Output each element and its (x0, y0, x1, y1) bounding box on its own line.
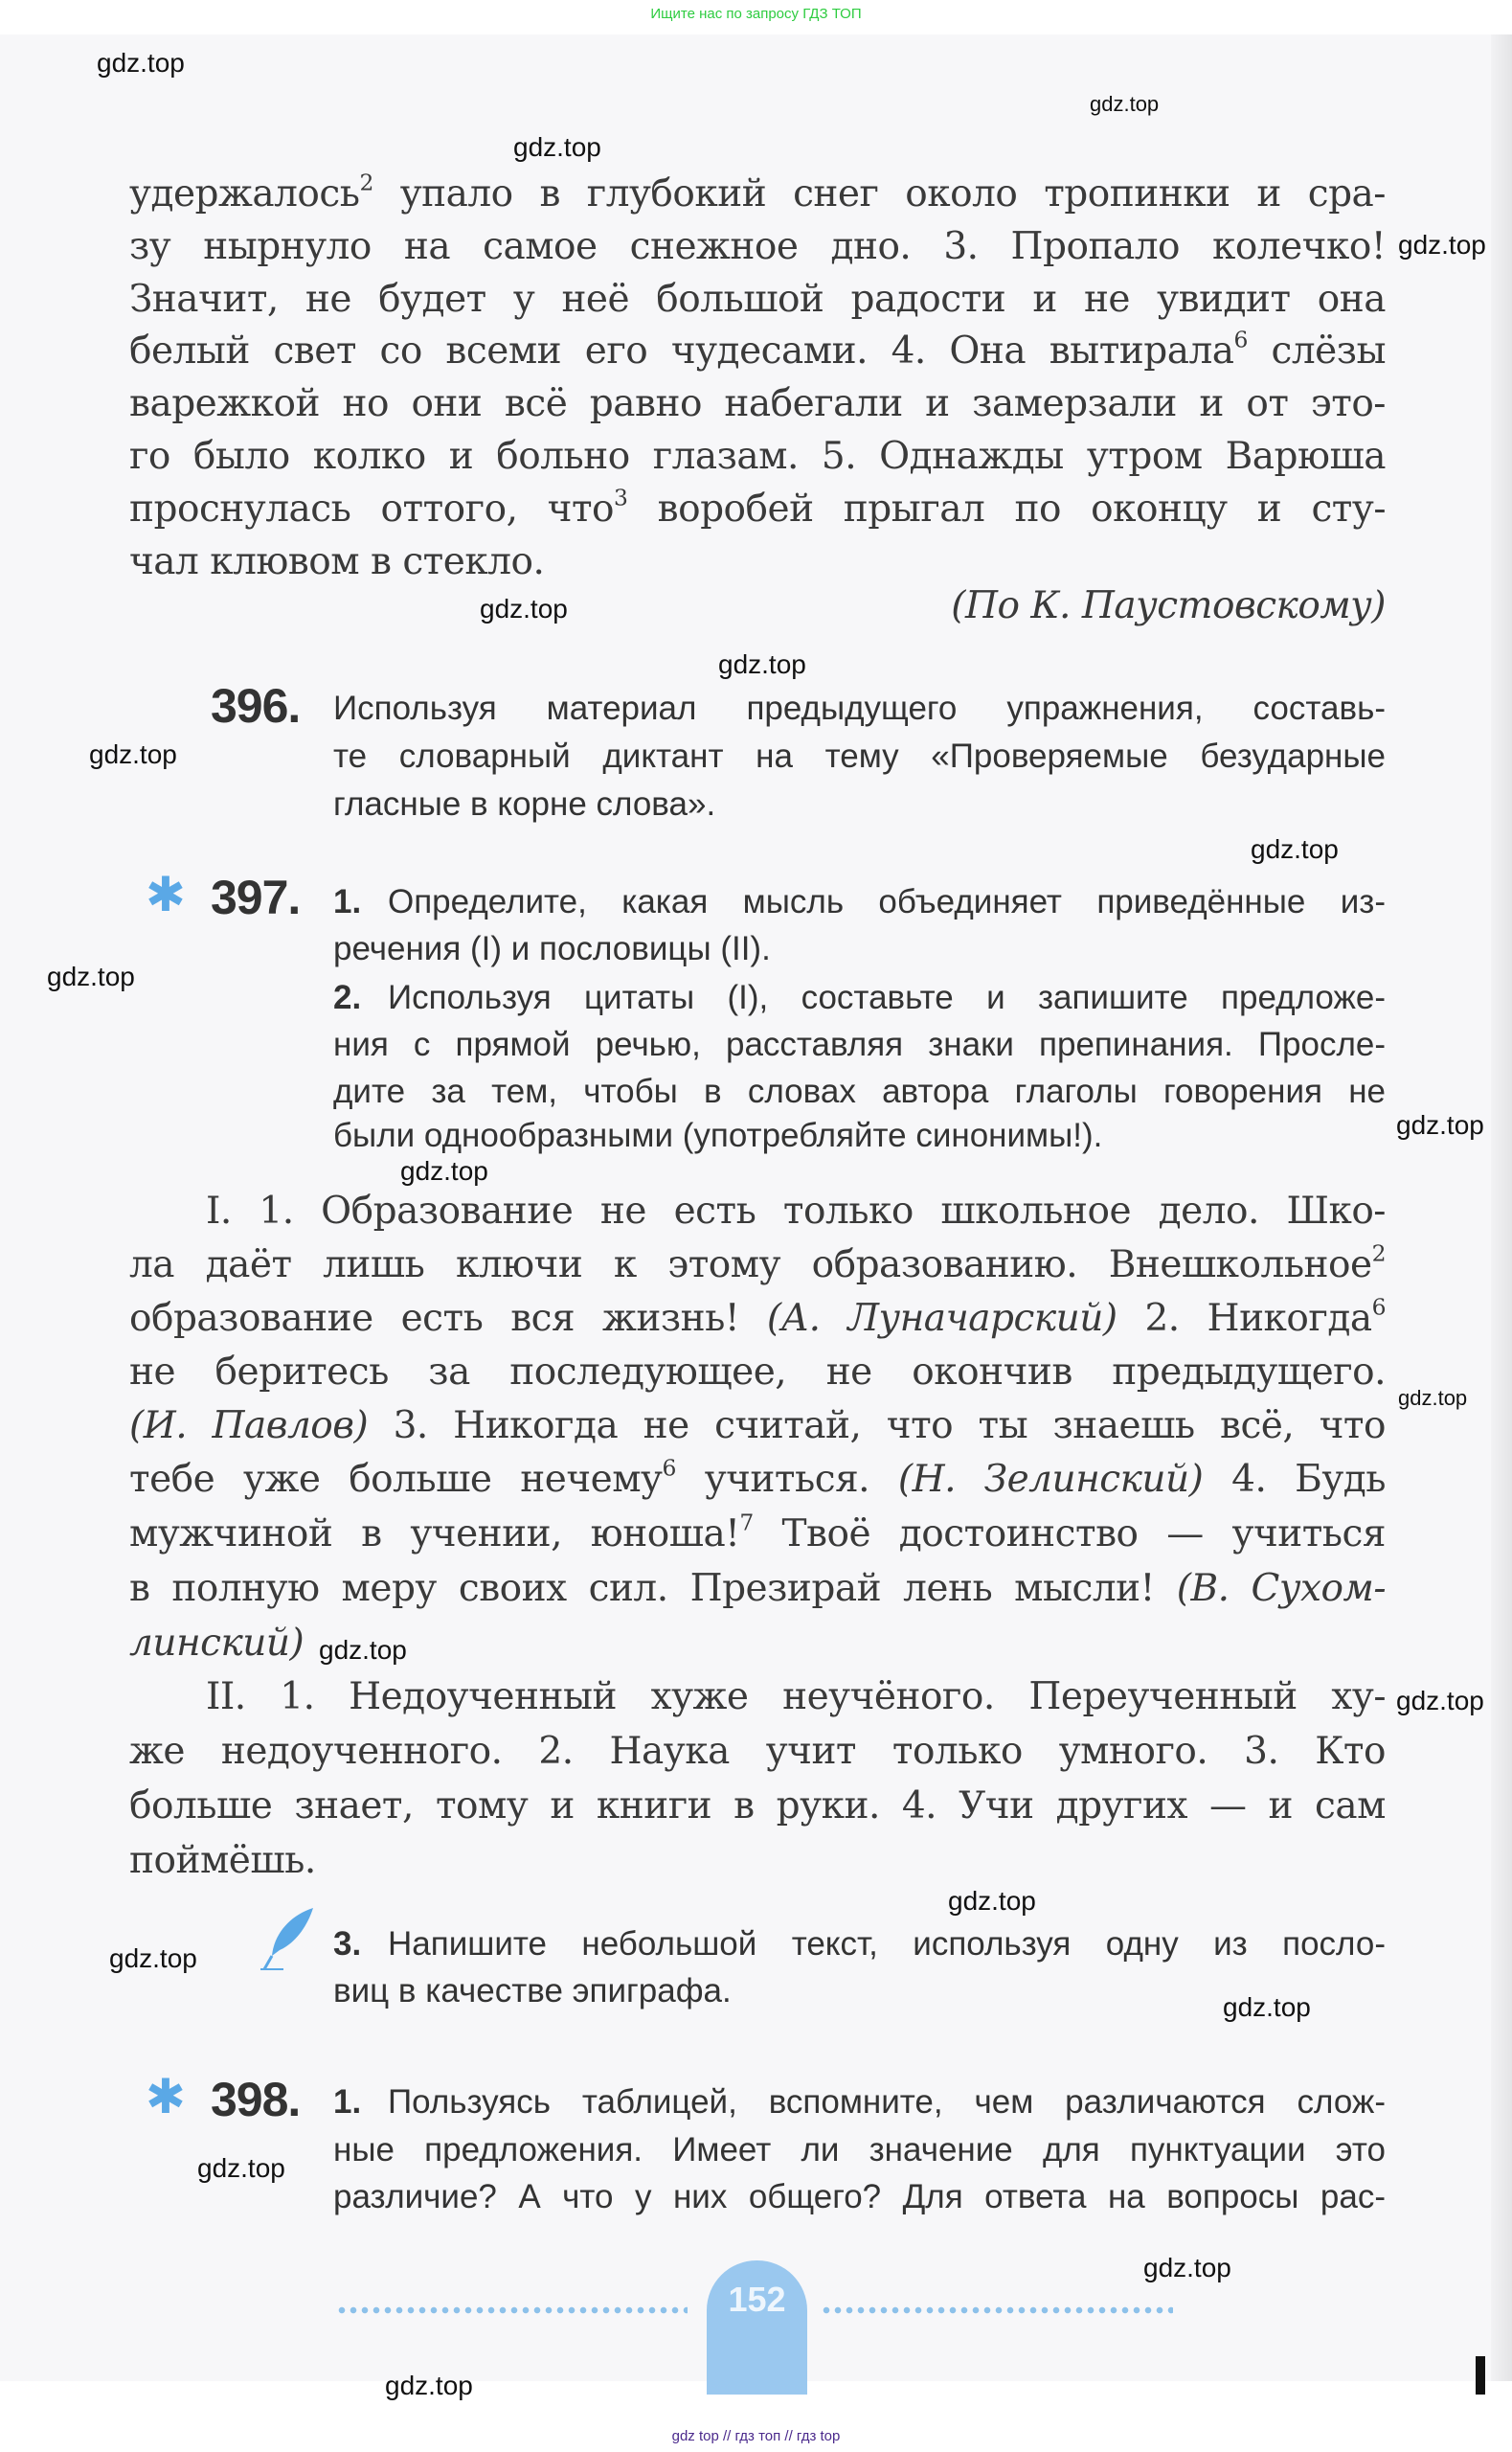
task-number: 1. (333, 883, 362, 920)
page-number: 152 (728, 2280, 786, 2319)
watermark: gdz.top (1398, 230, 1486, 260)
watermark: gdz.top (948, 1886, 1036, 1916)
exercise-397-line: речения (I) и пословицы (II). (333, 930, 771, 967)
footnote-marker: 2 (359, 169, 373, 196)
exercise-397-line: были однообразными (употребляйте синонимы!). (333, 1117, 1103, 1154)
author-citation: линский) (129, 1622, 305, 1665)
quote-line: не беритесь за последующее, не окончив предыдущего. (129, 1351, 1386, 1394)
passage-line: Значит, не будет у неё большой радости и не увидит она (129, 278, 1386, 321)
author-citation: (И. Павлов) (129, 1404, 369, 1447)
task-number: 1. (333, 2083, 362, 2121)
watermark: gdz.top (319, 1635, 407, 1665)
task-number: 2. (333, 979, 362, 1016)
proverb-line: больше знает, тому и книги в руки. 4. Учи других — и сам (129, 1784, 1386, 1828)
watermark: gdz.top (480, 594, 568, 624)
quote-line: в полную меру своих сил. Презирай лень мысли! (В. Сухом- (129, 1567, 1386, 1610)
watermark: gdz.top (97, 48, 185, 78)
quote-line: I. 1. Образование не есть только школьное дело. Шко- (206, 1190, 1386, 1233)
exercise-397-line: виц в качестве эпиграфа. (333, 1972, 732, 2009)
footnote-marker: 6 (662, 1454, 676, 1482)
passage-line: зу нырнуло на самое снежное дно. 3. Пропало колечко! (129, 225, 1386, 268)
page-corner-shadow (1476, 2356, 1485, 2395)
watermark: gdz.top (1090, 92, 1160, 116)
footnote-marker: 6 (1233, 326, 1248, 353)
watermark: gdz.top (197, 2153, 285, 2183)
author-citation: (В. Сухом- (1176, 1567, 1386, 1610)
exercise-398-line: различие? А что у них общего? Для ответа на вопросы рас- (333, 2178, 1386, 2215)
exercise-397-line: ния с прямой речью, расставляя знаки препинания. Просле- (333, 1026, 1386, 1063)
proverb-line: же недоученного. 2. Наука учит только умного. 3. Кто (129, 1730, 1386, 1773)
quote-line: (И. Павлов) 3. Никогда не считай, что ты знаешь всё, что (129, 1404, 1386, 1447)
quote-line: ла даёт лишь ключи к этому образованию. Внешкольное$^2$ (129, 1239, 1386, 1286)
exercise-397-line: дите за тем, чтобы в словах автора глаголы говорения не (333, 1073, 1386, 1110)
passage-line: го было колко и больно глазам. 5. Однажды утром Варюша (129, 435, 1386, 478)
exercise-number-397: 397. (211, 871, 301, 924)
quote-line: мужчиной в учении, юноша!$^7$ Твоё достоинство — учиться (129, 1509, 1386, 1555)
watermark: gdz.top (385, 2371, 473, 2400)
quote-line: образование есть вся жизнь! (А. Луначарский) 2. Никогда$^6$ (129, 1293, 1387, 1340)
task-number: 3. (333, 1925, 362, 1963)
watermark: gdz.top (513, 132, 601, 162)
footer-dotted-rule-left (336, 2306, 688, 2314)
proverb-line: II. 1. Недоученный хуже неучёного. Переученный ху- (206, 1675, 1386, 1718)
passage-line: удержалось$^2$ упало в глубокий снег около тропинки и сра- (129, 169, 1386, 216)
footnote-marker: 3 (614, 484, 628, 511)
page-number-tab (707, 2260, 807, 2395)
watermark: gdz.top (89, 739, 177, 769)
exercise-397-line: Напишите небольшой текст, используя одну из посло- (388, 1925, 1386, 1963)
watermark: gdz.top (718, 649, 806, 679)
passage-line: проснулась оттого, что$^3$ воробей прыгал по оконцу и сту- (129, 484, 1386, 531)
exercise-396-line: те словарный диктант на тему «Проверяемые безударные (333, 738, 1386, 775)
footer-dotted-rule-right (821, 2306, 1173, 2314)
exercise-397-line: Определите, какая мысль объединяет приведённые из- (388, 883, 1386, 920)
exercise-396-line: Используя материал предыдущего упражнения, составь- (333, 690, 1386, 727)
exercise-397-line: Используя цитаты (I), составьте и запишите предложе- (388, 979, 1386, 1016)
quill-icon (260, 1906, 318, 1973)
footnote-marker: 7 (739, 1509, 754, 1536)
watermark: gdz.top (109, 1943, 197, 1973)
watermark: gdz.top (1223, 1992, 1311, 2022)
watermark: gdz.top (1251, 834, 1339, 864)
passage-line: белый свет со всеми его чудесами. 4. Она вытирала$^6$ слёзы (129, 326, 1387, 373)
author-citation: (А. Луначарский) (766, 1297, 1117, 1340)
author-citation: (Н. Зелинский) (897, 1458, 1204, 1501)
watermark: gdz.top (400, 1156, 488, 1186)
watermark: gdz.top (1396, 1110, 1484, 1140)
quote-line (129, 1622, 1386, 1665)
footnote-marker: 6 (1371, 1293, 1387, 1321)
proverb-line: поймёшь. (129, 1839, 316, 1882)
exercise-396-line: гласные в корне слова». (333, 785, 716, 823)
exercise-number-398: 398. (211, 2073, 301, 2126)
asterisk-icon: ✱ (146, 2069, 186, 2124)
watermark: gdz.top (47, 962, 135, 991)
passage-line: чал клювом в стекло. (129, 540, 545, 583)
page-edge (1491, 34, 1512, 2381)
watermark: gdz.top (1398, 1386, 1468, 1410)
watermark: gdz.top (1396, 1686, 1484, 1715)
exercise-number-396: 396. (211, 679, 301, 733)
quote-line: тебе уже больше нечему$^6$ учиться. (Н. Зелинский) 4. Будь (129, 1454, 1387, 1501)
passage-line: варежкой но они всё равно набегали и замерзали и от это- (129, 382, 1386, 425)
passage-attribution: (По К. Паустовскому) (951, 584, 1386, 627)
bottom-banner[interactable]: gdz top // гдз топ // гдз top (671, 2428, 841, 2444)
exercise-398-line: ные предложения. Имеет ли значение для пунктуации это (333, 2131, 1386, 2168)
watermark: gdz.top (1143, 2253, 1231, 2282)
asterisk-icon: ✱ (146, 867, 186, 922)
footnote-marker: 2 (1371, 1239, 1386, 1267)
exercise-398-line: Пользуясь таблицей, вспомните, чем различаются слож- (388, 2083, 1386, 2121)
top-banner[interactable]: Ищите нас по запросу ГДЗ ТОП (650, 6, 862, 22)
